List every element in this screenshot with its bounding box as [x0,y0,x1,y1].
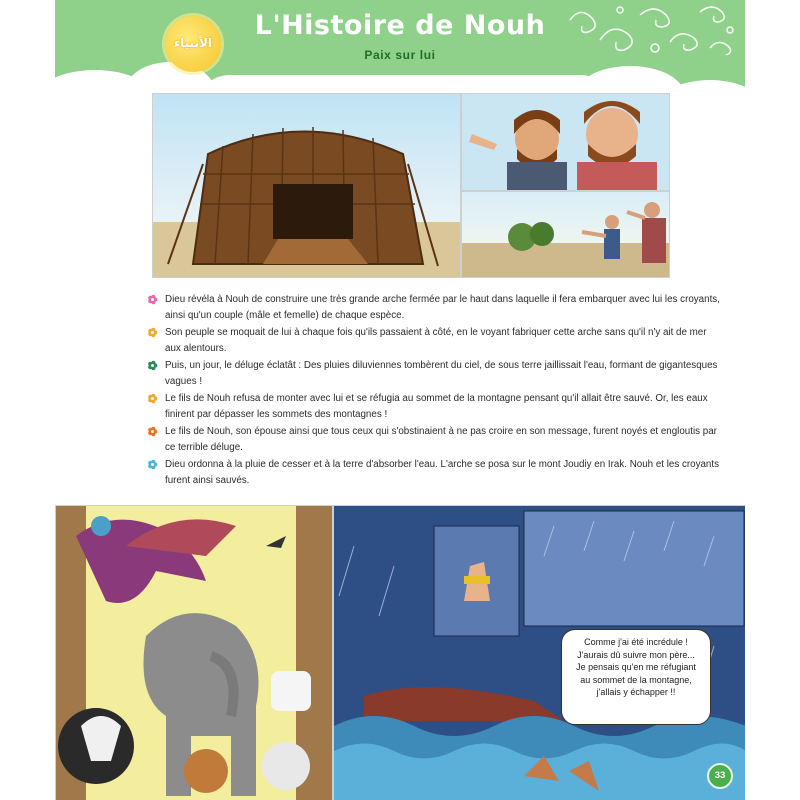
story-bullet [145,292,725,323]
bullet-text: Le fils de Nouh refusa de monter avec lui et se réfugia au sommet de la montagne pensant qu'il allait être sauvé. Or, les eaux finirent par dépasser les sommets des montagnes ! [165,393,708,420]
bullet-text: Puis, un jour, le déluge éclatât : Des pluies diluviennes tombèrent du ciel, de sous terre jaillissait l'eau, formant de gigantesques vagues ! [165,360,718,387]
speech-bubble [561,629,711,725]
flower-bullet-icon [147,393,158,404]
flower-bullet-icon [147,294,158,305]
story-bullet [145,325,725,356]
story-bullet [145,424,725,455]
bullet-text: Dieu ordonna à la pluie de cesser et à la terre d'absorber l'eau. L'arche se posa sur le mont Joudiy en Irak. Nouh et les croyants furent ainsi sauvés. [165,459,720,486]
nouh-and-son-illustration [461,93,670,191]
bullet-text: Son peuple se moquait de lui à chaque fois qu'ils passaient à côté, en le voyant fabriquer cette arche sans qu'il n'y ait de mer aux alentours. [165,327,707,354]
bubble-line: Je pensais qu'en me réfugiant [576,662,696,672]
page-number: 33 [707,763,733,789]
prophets-badge [165,16,221,72]
flower-bullet-icon [147,459,158,470]
story-bullet [145,391,725,422]
badge-text: الأنبياء [174,36,212,50]
flower-bullet-icon [147,360,158,371]
ark-animals-illustration [55,505,333,800]
bullet-text: Dieu révéla à Nouh de construire une très grande arche fermée par le haut dans laquelle il fera embarquer avec lui les croyants, ainsi qu'un couple (mâle et femelle) de chaque espèce. [165,294,720,321]
swirl-decoration-icon [560,0,745,65]
bullet-text: Le fils de Nouh, son épouse ainsi que tous ceux qui s'obstinaient à ne pas croire en son message, furent noyés et engloutis par ce terrible déluge. [165,426,717,453]
bubble-line: J'aurais dû suivre mon père... [577,649,695,660]
story-bullet [145,358,725,389]
bubble-line: j'allais y échapper !! [596,687,676,697]
page-subtitle: Paix sur lui [364,48,436,62]
flower-bullet-icon [147,327,158,338]
mocking-people-illustration [461,191,670,278]
story-bullet [145,457,725,488]
flower-bullet-icon [147,426,158,437]
page [55,0,745,800]
flood-illustration [333,505,745,800]
ark-construction-illustration [152,93,461,278]
bubble-line: au sommet de la montagne, [580,674,692,685]
page-title: L'Histoire de Nouh [254,10,546,41]
story-bullets [145,292,725,490]
bubble-line: Comme j'ai été incrédule ! [584,637,688,647]
